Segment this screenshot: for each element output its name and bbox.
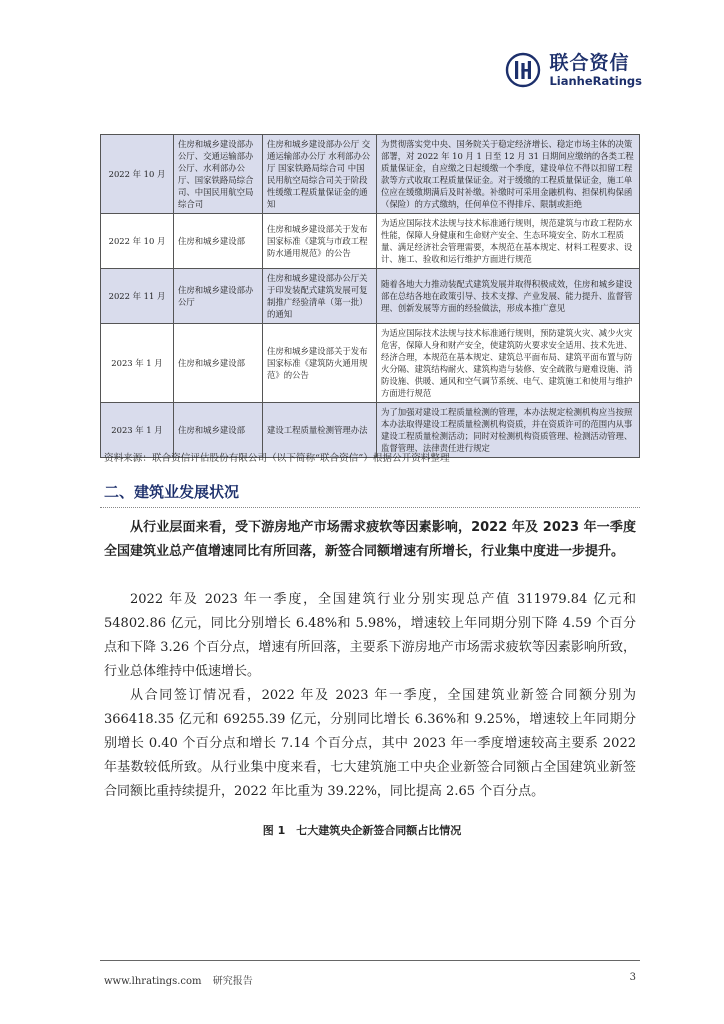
row-date-cell: 2022 年 10 月 <box>101 214 174 269</box>
section-title: 二、建筑业发展状况 <box>104 483 240 501</box>
page-number: 3 <box>629 972 636 983</box>
row-content-cell: 为了加强对建设工程质量检测的管理，本办法规定检测机构应当按照本办法取得建设工程质量检测机构资质，并在资质许可的范围内从事建设工程质量检测活动；同时对检测机构资质管理、检测活动管理、监督管理、法律责任进行规定 <box>377 403 640 458</box>
row-document-cell: 建设工程质量检测管理办法 <box>263 403 377 458</box>
row-issuer-cell: 住房和城乡建设部 <box>174 214 263 269</box>
row-content-cell: 为适应国际技术法规与技术标准通行规则，预防建筑火灾、减少火灾危害，保障人身和财产安全，使建筑防火要求安全适用、技术先进、经济合理，本规范在基本规定、建筑总平面布局、建筑平面布置与防火分隔、建筑结构耐火、建筑构造与装修、安全疏散与避难设施、消防设施、供暖、通风和空气调节系统、电气、建筑施工和使用与维护方面进行规范 <box>377 324 640 403</box>
row-document-cell: 住房和城乡建设部办公厅关于印发装配式建筑发展可复制推广经验清单（第一批）的通知 <box>263 269 377 324</box>
row-document-cell: 住房和城乡建设部关于发布国家标准《建筑防火通用规范》的公告 <box>263 324 377 403</box>
row-content-cell: 为适应国际技术法规与技术标准通行规则，规范建筑与市政工程防水性能，保障人身健康和生命财产安全、生态环境安全、防水工程质量、满足经济社会管理需要，本规范在基本规定、材料工程要求、设计、施工、验收和运行维护方面进行规范 <box>377 214 640 269</box>
brand-name-en: LianheRatings <box>549 74 642 88</box>
table-row <box>101 214 640 269</box>
row-date-cell: 2022 年 11 月 <box>101 269 174 324</box>
row-date-cell: 2023 年 1 月 <box>101 403 174 458</box>
row-date-cell: 2023 年 1 月 <box>101 324 174 403</box>
section-divider <box>100 507 640 508</box>
footer-report-label: 研究报告 <box>212 976 253 987</box>
row-content-cell: 随着各地大力推动装配式建筑发展并取得积极成效，住房和城乡建设部在总结各地在政策引导、技术支撑、产业发展、能力提升、监督管理、创新发展等方面的经验做法，形成本推广意见 <box>377 269 640 324</box>
table-row <box>101 324 640 403</box>
figure-caption: 图 1 七大建筑央企新签合同额占比情况 <box>262 824 462 837</box>
footer-website-link[interactable]: www.lhratings.com <box>104 976 202 987</box>
footer-left <box>104 972 261 987</box>
row-issuer-cell: 住房和城乡建设部办公厅 <box>174 269 263 324</box>
table-row <box>101 135 640 214</box>
lianhe-logo-icon <box>505 52 541 88</box>
policy-table <box>100 134 640 458</box>
row-content-cell: 为贯彻落实党中央、国务院关于稳定经济增长、稳定市场主体的决策部署，对 2022 年 10 月 1 日至 12 月 31 日期间应缴纳的各类工程质量保证金，自应缴之日起缓缴一个季度，建设单位不得以扣留工程款等方式收取工程质量保证金。对于缓缴的工程质量保证金，施工单位应在缓缴期满后及时补缴。补缴时可采用金融机构、担保机构保函（保险）的方式缴纳，任何单位不得排斥、限制或拒绝 <box>377 135 640 214</box>
brand-name-cn: 联合资信 <box>549 52 630 74</box>
brand-logo <box>505 52 642 88</box>
contract-paragraph: 从合同签订情况看，2022 年及 2023 年一季度，全国建筑业新签合同额分别为 366418.35 亿元和 69255.39 亿元，分别同比增长 6.36%和 9.25%，增速较上年同期分别增长 0.40 个百分点和增长 7.14 个百分点，其中 2023 年一季度增速较高主要系 2022 年基数较低所致。从行业集中度来看，七大建筑施工中央企业新签合同额占全国建筑业新签合同额比重持续提升，2022 年比重为 39.22%，同比提高 2.65 个百分点。 <box>104 688 636 799</box>
row-issuer-cell: 住房和城乡建设部 <box>174 403 263 458</box>
row-document-cell: 住房和城乡建设部办公厅 交通运输部办公厅 水利部办公厅 国家铁路局综合司 中国民用航空局综合司关于阶段性缓缴工程质量保证金的通知 <box>263 135 377 214</box>
table-row <box>101 269 640 324</box>
footer-divider <box>100 960 640 961</box>
row-document-cell: 住房和城乡建设部关于发布国家标准《建筑与市政工程防水通用规范》的公告 <box>263 214 377 269</box>
summary-paragraph: 从行业层面来看，受下游房地产市场需求疲软等因素影响，2022 年及 2023 年一季度全国建筑业总产值增速同比有所回落，新签合同额增速有所增长，行业集中度进一步提升。 <box>104 520 636 559</box>
source-note: 资料来源：联合资信评估股份有限公司（以下简称“联合资信”）根据公开资料整理 <box>104 453 450 464</box>
row-date-cell: 2022 年 10 月 <box>101 135 174 214</box>
row-issuer-cell: 住房和城乡建设部 <box>174 324 263 403</box>
row-issuer-cell: 住房和城乡建设部办公厅、交通运输部办公厅、水利部办公厅、国家铁路局综合司、中国民用航空局综合司 <box>174 135 263 214</box>
output-value-paragraph: 2022 年及 2023 年一季度，全国建筑行业分别实现总产值 311979.84 亿元和 54802.86 亿元，同比分别增长 6.48%和 5.98%，增速较上年同期分别下降 4.59 个百分点和下降 3.26 个百分点，增速有所回落，主要系下游房地产市场需求疲软等因素影响所致，行业总体维持中低速增长。 <box>104 592 636 679</box>
